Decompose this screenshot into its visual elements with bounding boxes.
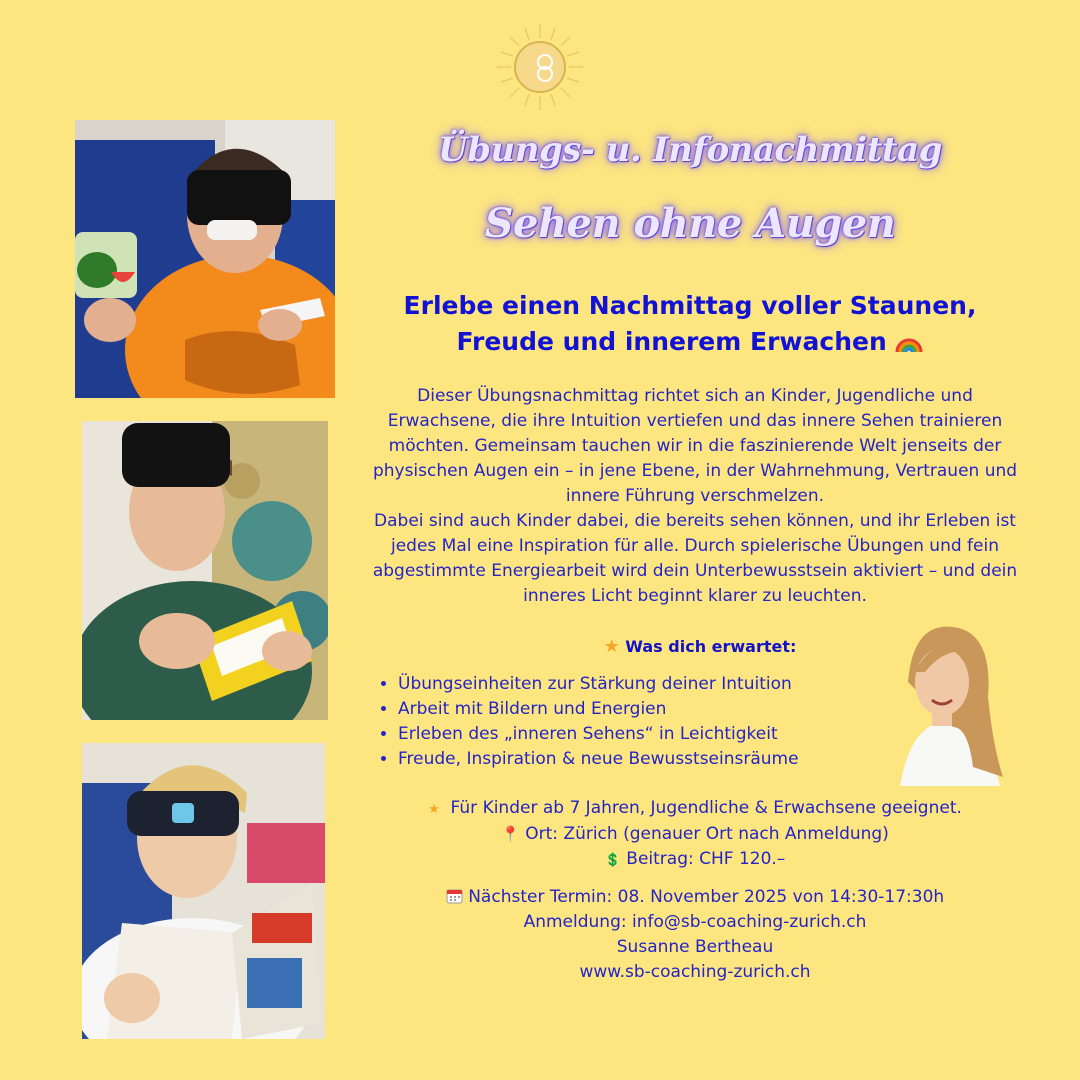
fee-line [362, 847, 1028, 873]
headline-text: Erlebe einen Nachmittag voller Staunen, Freude und innerem Erwachen [403, 291, 977, 356]
event-title-line1: Übungs- u. Infonachmittag [438, 130, 942, 170]
intro-paragraph-1: Dieser Übungsnachmittag richtet sich an Kinder, Jugendliche und Erwachsene, die ihre Intuition vertiefen und das innere Sehen trainieren möchten. Gemeinsam tauchen wir in die faszinierende Welt jenseits der physischen Augen ein – in jene Ebene, in der Wahrnehmung, Vertrauen und innere Führung verschmelzen. [372, 386, 1018, 506]
expect-list [380, 672, 799, 772]
event-title-line2: Sehen ohne Augen [484, 200, 896, 247]
headline [360, 288, 1020, 360]
intro-text [362, 384, 1028, 609]
list-item: • Erleben des „inneren Sehens“ in Leichtigkeit [398, 722, 799, 747]
contact-block [362, 885, 1028, 985]
money-icon: 💲 [604, 853, 621, 868]
intro-paragraph-2: Dabei sind auch Kinder dabei, die bereits sehen können, und ihr Erleben ist jedes Mal eine Inspiration für alle. Durch spielerische Übungen und fein abgestimmte Energiearbeit wird dein Unterbewusstsein aktiviert – und dein inneres Licht beginnt klarer zu leuchten. [372, 511, 1018, 606]
photo-boy-blond-magazine [82, 743, 325, 1039]
fee-text: Beitrag: CHF 120.– [626, 849, 786, 869]
brand-logo [495, 22, 585, 112]
star-icon: ★ [428, 802, 440, 817]
location-line [362, 822, 1028, 847]
audience-text: Für Kinder ab 7 Jahren, Jugendliche & Erwachsene geeignet. [450, 798, 962, 818]
calendar-icon [446, 887, 468, 907]
audience-line [362, 796, 1028, 822]
next-date-text: Nächster Termin: 08. November 2025 von 14:30-17:30h [468, 887, 945, 907]
photo-boy-green-shirt [82, 421, 328, 720]
contact-name: Susanne Bertheau [616, 937, 774, 957]
website-link[interactable]: www.sb-coaching-zurich.ch [579, 962, 811, 982]
list-item: • Arbeit mit Bildern und Energien [398, 697, 799, 722]
portrait-photo-susanne [880, 622, 1006, 786]
next-date-line [362, 885, 1028, 910]
list-item: • Übungseinheiten zur Stärkung deiner Intuition [398, 672, 799, 697]
event-details [362, 796, 1028, 873]
location-pin-icon: 📍 [501, 825, 520, 843]
expect-heading-text: Was dich erwartet: [625, 637, 797, 656]
expect-heading [560, 636, 840, 657]
star-icon: ★ [603, 636, 620, 657]
registration-email[interactable]: Anmeldung: info@sb-coaching-zurich.ch [523, 912, 867, 932]
location-text: Ort: Zürich (genauer Ort nach Anmeldung) [525, 824, 889, 844]
rainbow-icon [895, 324, 923, 360]
photo-boy-orange-shirt [75, 120, 335, 398]
list-item: • Freude, Inspiration & neue Bewusstseinsräume [398, 747, 799, 772]
